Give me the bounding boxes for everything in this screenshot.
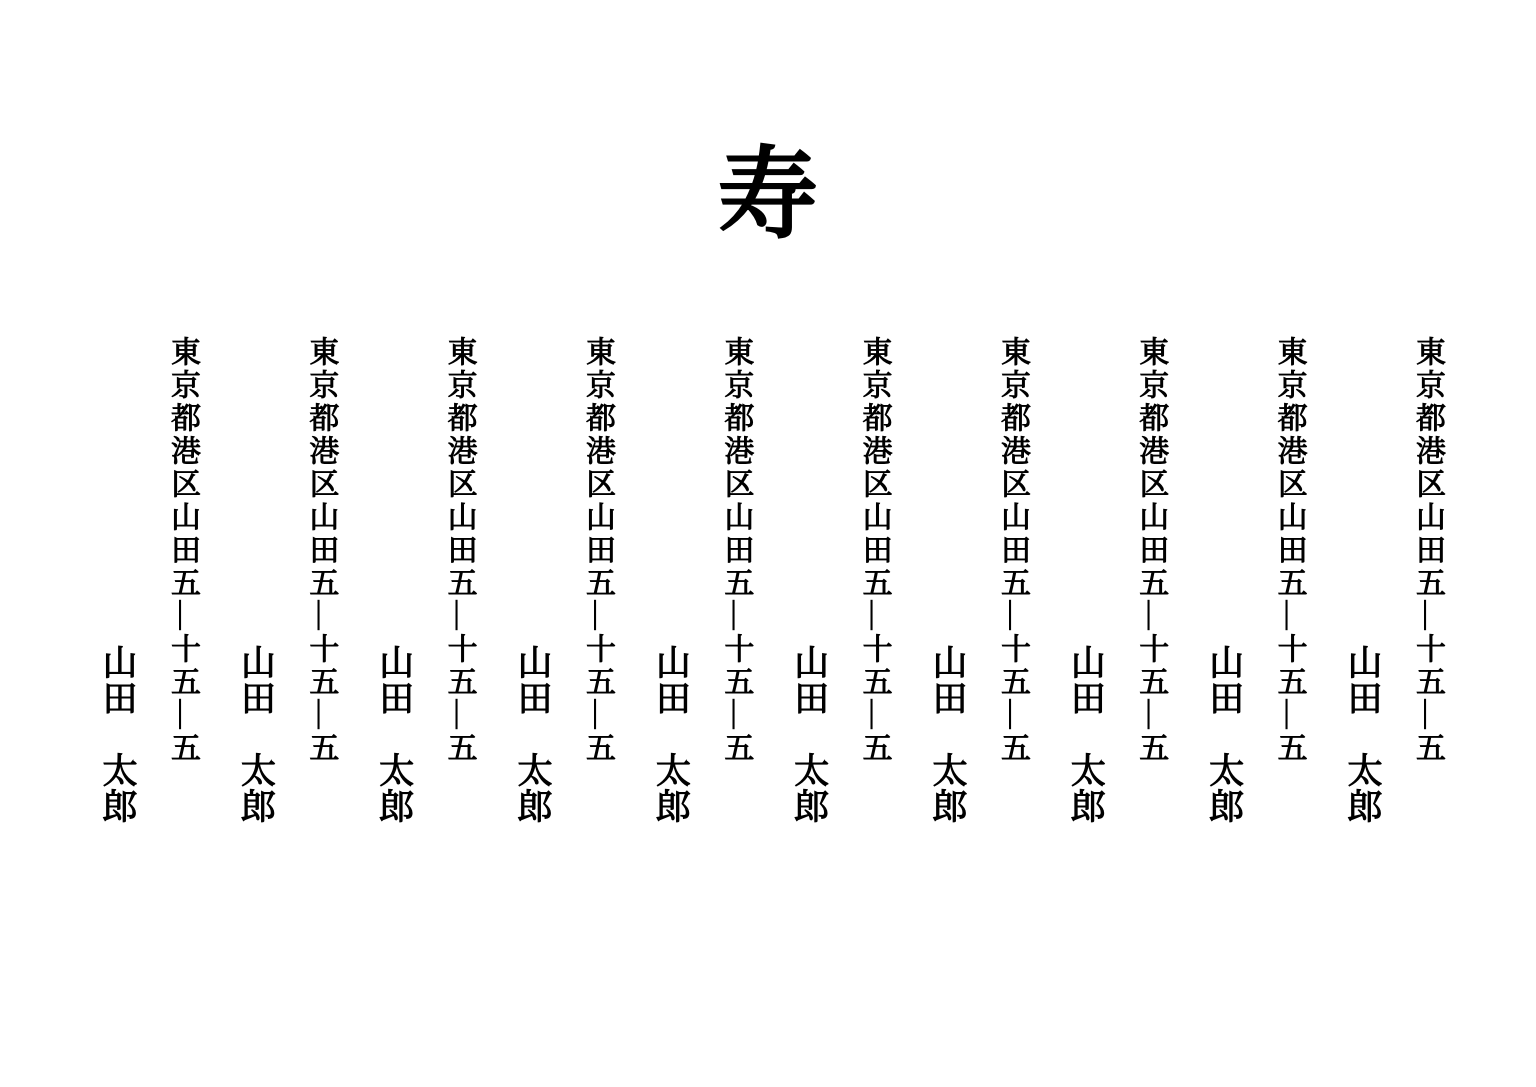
name-column: 山田 太郎 bbox=[1204, 644, 1244, 824]
address-column: 東京都港区山田五―十五―五 bbox=[1410, 336, 1444, 765]
entry bbox=[512, 336, 614, 846]
entry bbox=[236, 336, 338, 846]
address-column: 東京都港区山田五―十五―五 bbox=[166, 336, 199, 765]
name-column: 山田 太郎 bbox=[927, 644, 967, 824]
entry bbox=[1066, 336, 1168, 846]
address-column: 東京都港区山田五―十五―五 bbox=[857, 336, 891, 765]
entry-row bbox=[100, 336, 1442, 846]
name-column: 山田 太郎 bbox=[789, 644, 829, 824]
name-column: 山田 太郎 bbox=[374, 644, 414, 824]
address-column: 東京都港区山田五―十五―五 bbox=[304, 336, 338, 765]
name-column: 山田 太郎 bbox=[236, 644, 276, 824]
entry bbox=[651, 336, 753, 846]
entry bbox=[100, 336, 197, 846]
page-title-kotobuki: 寿 bbox=[718, 140, 818, 251]
name-column: 山田 太郎 bbox=[651, 644, 691, 824]
name-column: 山田 太郎 bbox=[1066, 644, 1106, 824]
entry bbox=[927, 336, 1029, 846]
entry bbox=[374, 336, 476, 846]
entry bbox=[1342, 336, 1444, 846]
name-column: 山田 太郎 bbox=[1342, 644, 1382, 824]
name-column: 山田 太郎 bbox=[512, 644, 552, 824]
address-column: 東京都港区山田五―十五―五 bbox=[995, 336, 1029, 765]
address-column: 東京都港区山田五―十五―五 bbox=[1272, 336, 1306, 765]
address-column: 東京都港区山田五―十五―五 bbox=[1134, 336, 1168, 765]
entry bbox=[789, 336, 891, 846]
address-column: 東京都港区山田五―十五―五 bbox=[719, 336, 753, 765]
address-column: 東京都港区山田五―十五―五 bbox=[580, 336, 614, 765]
entry bbox=[1204, 336, 1306, 846]
address-column: 東京都港区山田五―十五―五 bbox=[442, 336, 476, 765]
name-column: 山田 太郎 bbox=[98, 644, 137, 824]
